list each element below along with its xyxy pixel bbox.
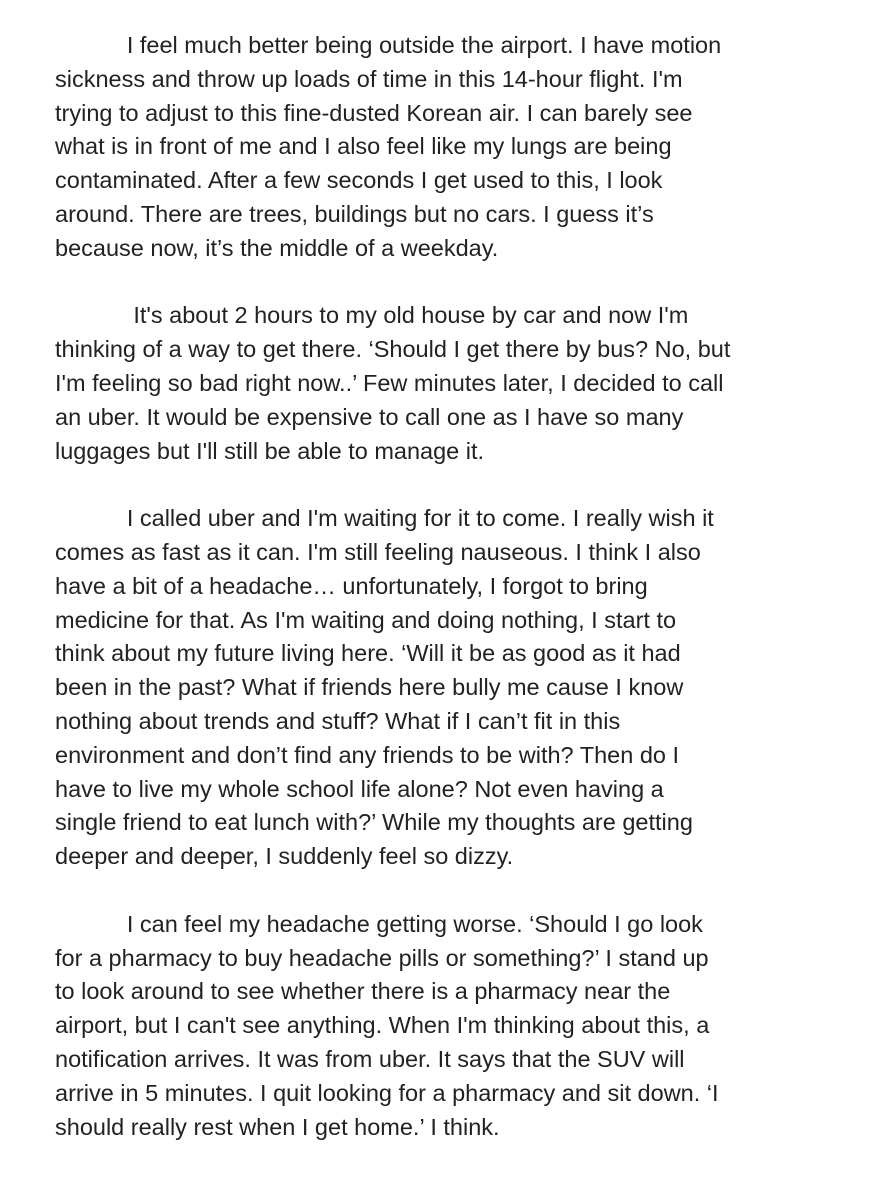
- text-line: I'm feeling so bad right now..’ Few minutes later, I decided to call: [55, 369, 724, 396]
- text-line: I called uber and I'm waiting for it to come. I really wish it: [55, 505, 714, 532]
- text-line: luggages but I'll still be able to manage it.: [55, 437, 485, 464]
- paragraph-2: [55, 299, 870, 468]
- text-line: I feel much better being outside the airport. I have motion: [55, 32, 722, 58]
- text-line: It's about 2 hours to my old house by car and now I'm: [55, 302, 689, 329]
- paragraph-1: [55, 29, 870, 266]
- text-line: arrive in 5 minutes. I quit looking for a pharmacy and sit down. ‘I: [55, 1079, 719, 1106]
- paragraph-spacer: [55, 468, 870, 502]
- text-line: nothing about trends and stuff? What if I can’t fit in this: [55, 707, 621, 734]
- paragraph-spacer: [55, 266, 870, 300]
- text-line: trying to adjust to this fine-dusted Korean air. I can barely see: [55, 99, 693, 126]
- text-line: deeper and deeper, I suddenly feel so dizzy.: [55, 843, 514, 870]
- text-line: notification arrives. It was from uber. It says that the SUV will: [55, 1045, 685, 1072]
- text-line: I can feel my headache getting worse. ‘Should I go look: [55, 910, 703, 937]
- text-line: been in the past? What if friends here bully me cause I know: [55, 674, 684, 701]
- text-line: because now, it’s the middle of a weekday.: [55, 234, 499, 261]
- text-line: think about my future living here. ‘Will it be as good as it had: [55, 640, 681, 667]
- text-line: sickness and throw up loads of time in this 14-hour flight. I'm: [55, 65, 683, 92]
- text-line: to look around to see whether there is a pharmacy near the: [55, 978, 671, 1005]
- text-line: around. There are trees, buildings but no cars. I guess it’s: [55, 200, 654, 227]
- text-line: thinking of a way to get there. ‘Should I get there by bus? No, but: [55, 336, 731, 363]
- paragraph-3: [55, 502, 870, 874]
- text-line: an uber. It would be expensive to call one as I have so many: [55, 403, 684, 430]
- text-line: for a pharmacy to buy headache pills or something?’ I stand up: [55, 944, 709, 971]
- text-line: have to live my whole school life alone? Not even having a: [55, 775, 664, 802]
- text-line: medicine for that. As I'm waiting and doing nothing, I start to: [55, 606, 677, 633]
- text-line: environment and don’t find any friends to be with? Then do I: [55, 741, 680, 768]
- text-line: single friend to eat lunch with?’ While my thoughts are getting: [55, 809, 693, 836]
- paragraph-spacer: [55, 874, 870, 908]
- text-line: have a bit of a headache… unfortunately, I forgot to bring: [55, 572, 648, 599]
- text-line: contaminated. After a few seconds I get used to this, I look: [55, 167, 663, 194]
- text-line: what is in front of me and I also feel like my lungs are being: [55, 133, 672, 160]
- text-line: comes as fast as it can. I'm still feeling nauseous. I think I also: [55, 538, 701, 565]
- text-line: should really rest when I get home.’ I think.: [55, 1113, 500, 1140]
- text-line: airport, but I can't see anything. When I'm thinking about this, a: [55, 1012, 710, 1039]
- paragraph-4: [55, 908, 870, 1145]
